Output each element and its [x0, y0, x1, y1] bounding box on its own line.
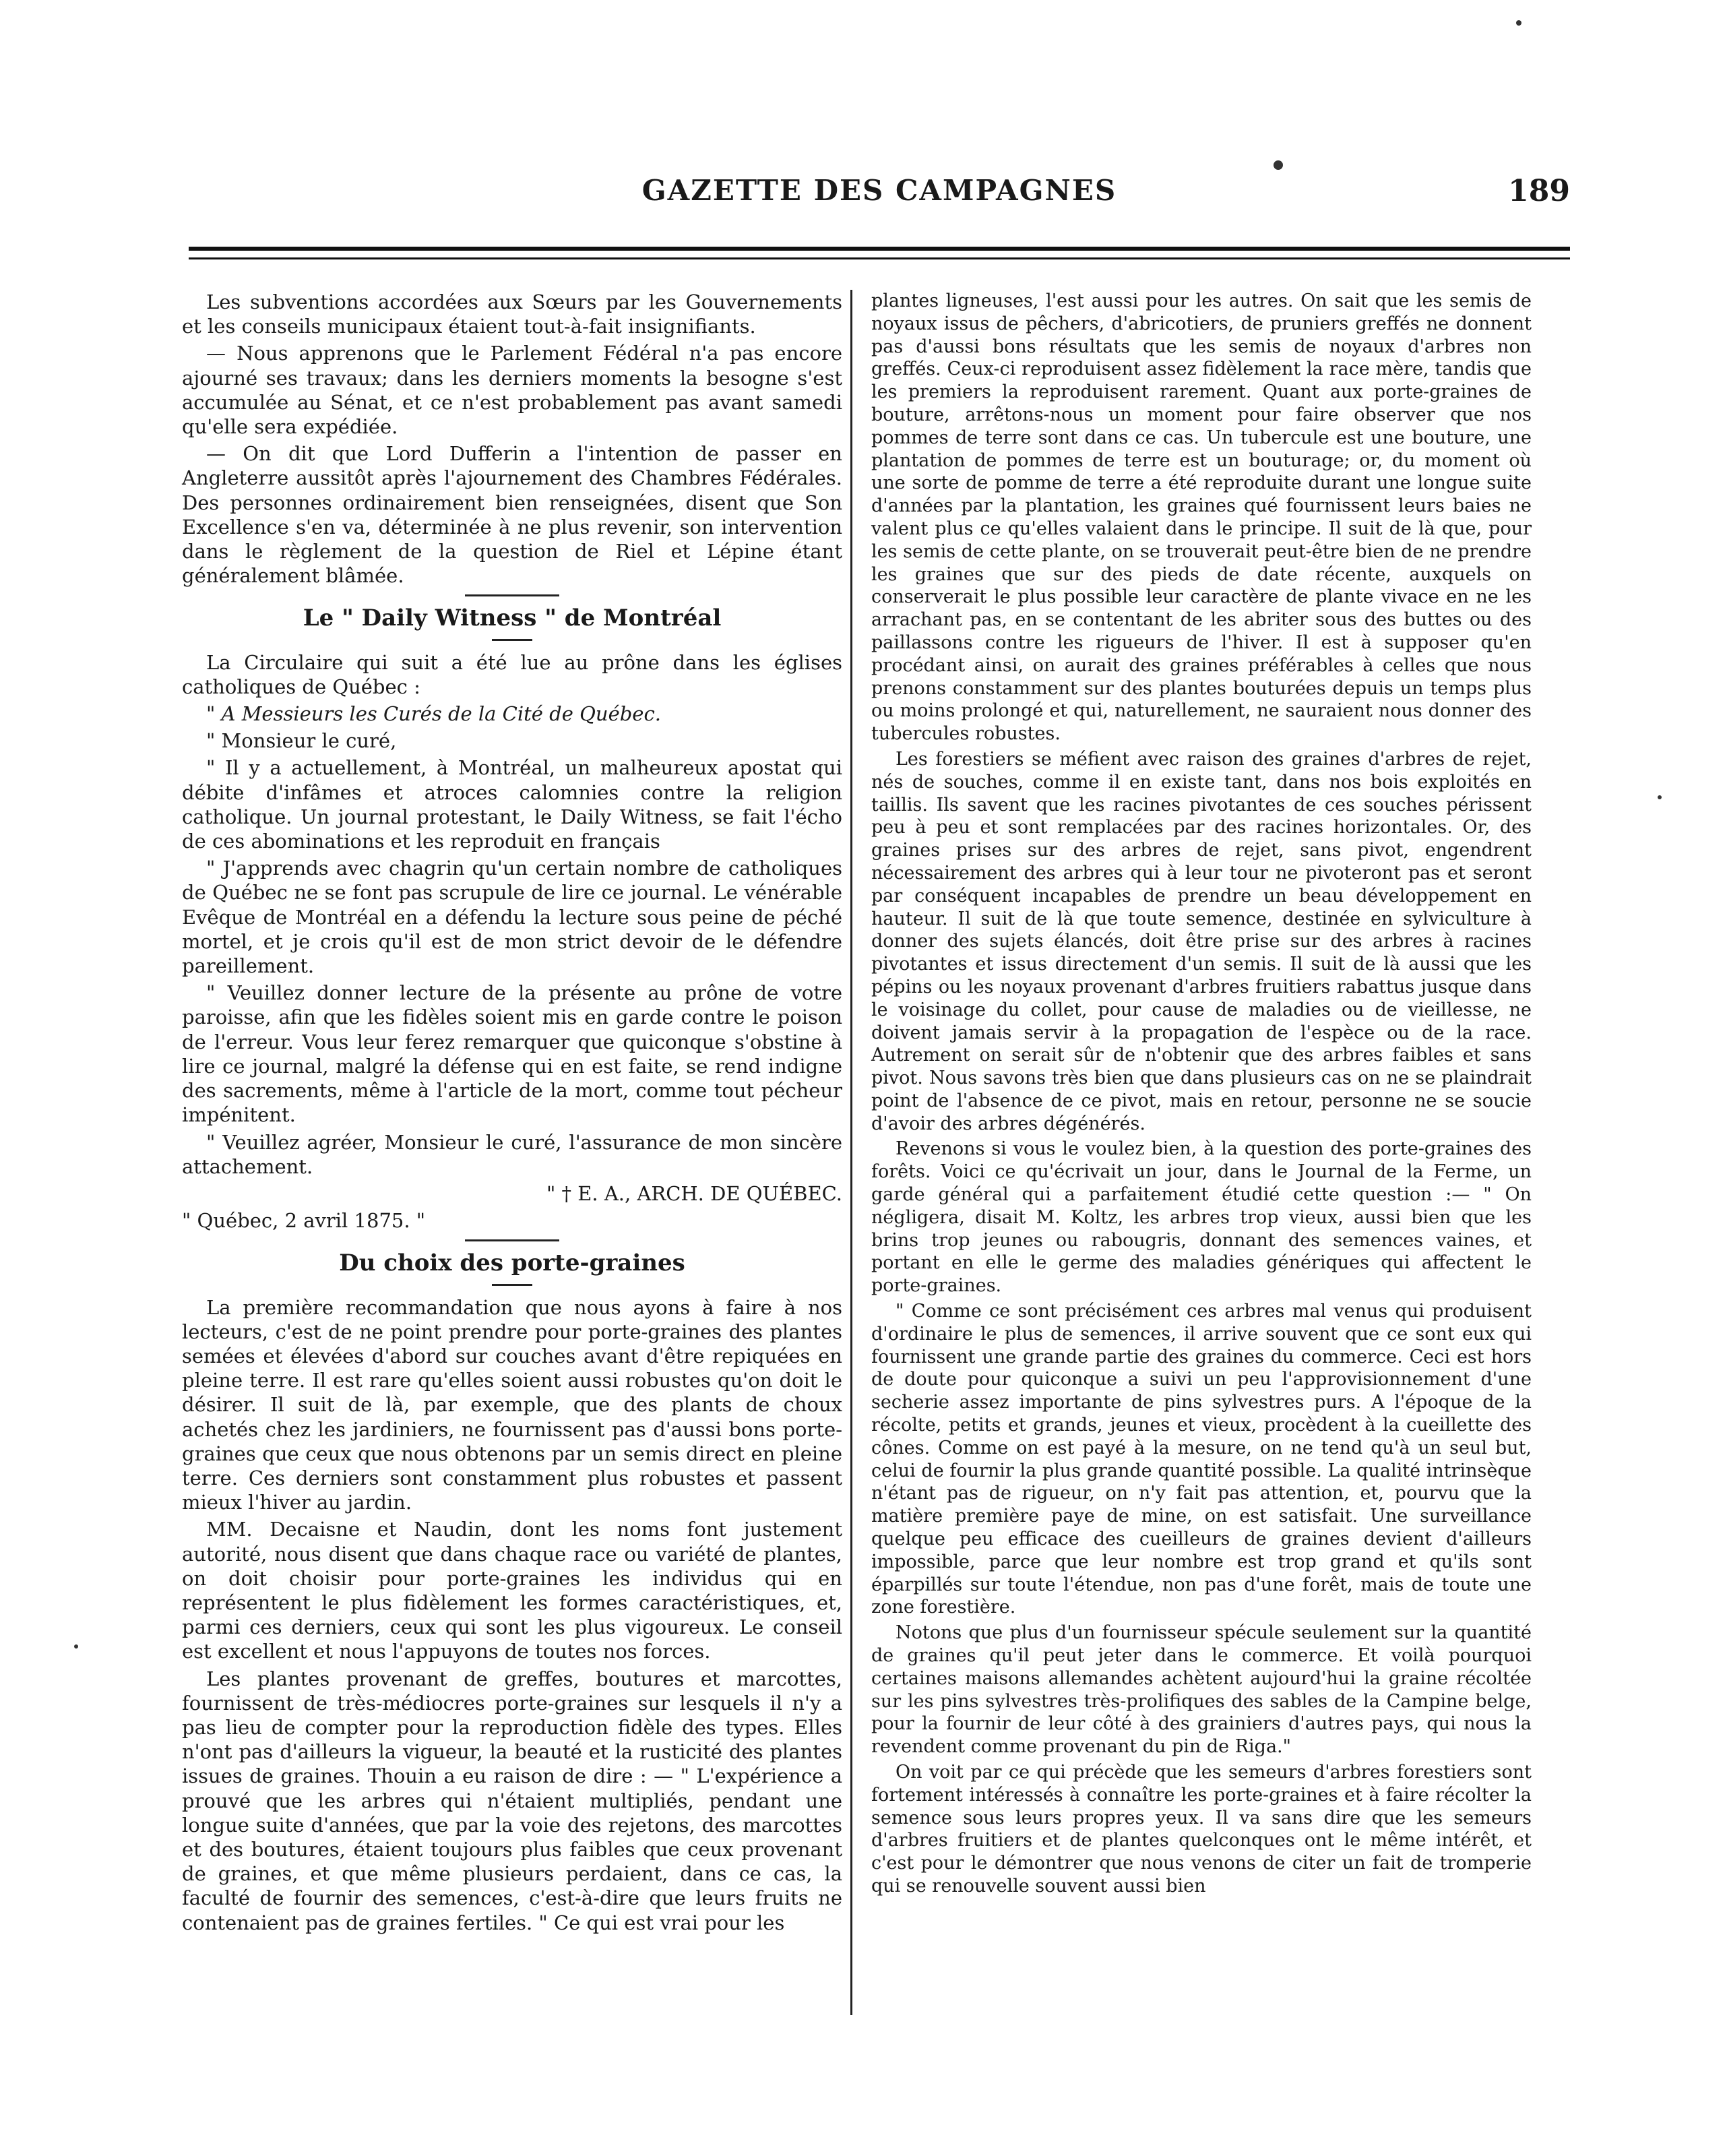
- paragraph: Les forestiers se méfient avec raison des graines d'arbres de rejet, nés de souches, comme il en existe tant, dans nos bois exploités en taillis. Ils savent que les racines pivotantes de ces souches périssent peu à peu et sont remplacées par des racines horizontales. Or, des graines prises sur des arbres de rejet, sans pivot, engendrent nécessairement des arbres qui à leur tour ne pivoteront pas et seront par conséquent incapables de prendre un beau développement en hauteur. Il suit de là que toute semence, destinée en sylviculture à donner des sujets élancés, doit être prise sur des arbres à racines pivotantes et issus directement d'un semis. Il suit de là aussi que les pépins ou les noyaux provenant d'arbres fruitiers rabattus jusque dans le voisinage du collet, pour cause de maladies ou de vieillesse, ne doivent jamais servir à la propagation de l'espèce ou de la race. Autrement on serait sûr de n'obtenir que des arbres faibles et sans pivot. Nous savons très bien que dans plusieurs cas on ne se plaindrait point de l'absence de ce pivot, mais en retour, personne ne se soucie d'avoir des arbres dégénérés.: [871, 748, 1532, 1134]
- paragraph: On voit par ce qui précède que les semeurs d'arbres forestiers sont fortement intéressés à connaître les porte-graines et à faire récolter la semence sous leurs propres yeux. Il va sans dire que les semeurs d'arbres fruitiers et de plantes quelconques ont le même intérêt, et c'est pour le démontrer que nous venons de citer un fait de tromperie qui se renouvelle souvent aussi bien: [871, 1762, 1532, 1897]
- paragraph: La première recommandation que nous ayons à faire à nos lecteurs, c'est de ne point prendre pour porte-graines des plantes semées et élevées d'abord sur couches avant d'être repiquées en pleine terre. Il est rare qu'elles soient aussi robustes qu'on doit le désirer. Il suit de là, par exemple, que des plants de choux achetés chez les jardiniers, ne fournissent pas d'aussi bons porte-graines que ceux que nous obtenons par un semis direct en pleine terre. Ces derniers sont constamment plus robustes et passent mieux l'hiver au jardin.: [182, 1295, 842, 1514]
- scan-speck: [1274, 160, 1283, 170]
- paragraph: " Comme ce sont précisément ces arbres mal venus qui produisent d'ordinaire le plus de semences, il arrive souvent que ce sont eux qui fournissent une grande partie des graines du commerce. Ceci est hors de doute pour quiconque a suivi un peu l'approvisionnement d'une secherie assez importante de pins sylvestres purs. A l'époque de la récolte, petits et grands, jeunes et vieux, procèdent à la cueillette des cônes. Comme on est payé à la mesure, on ne tend qu'à un seul but, celui de fournir la plus grande quantité possible. La qualité intrinsèque n'étant pas de rigueur, on n'y fait pas attention, et, pourvu que la matière première paye de mine, on est satisfait. Une surveillance quelque peu efficace des cueilleurs de graines devient d'ailleurs impossible, parce que leur nombre est trop grand et qu'ils sont éparpillés sur toute l'étendue, non pas d'une forêt, mais de toute une zone forestière.: [871, 1301, 1532, 1618]
- paragraph: " Veuillez agréer, Monsieur le curé, l'assurance de mon sincère attachement.: [182, 1130, 842, 1178]
- paragraph: — Nous apprenons que le Parlement Fédéral n'a pas encore ajourné ses travaux; dans les derniers moments la besogne s'est accumulée au Sénat, et ce n'est probablement pas avant samedi qu'elle sera expédiée.: [182, 342, 842, 439]
- paragraph: plantes ligneuses, l'est aussi pour les autres. On sait que les semis de noyaux issus de pêchers, d'abricotiers, de pruniers greffés ne donnent pas d'aussi bons résultats que les semis de noyaux d'arbres non greffés. Ceux-ci reproduisent assez fidèlement la race mère, tandis que les premiers la reproduisent rarement. Quant aux porte-graines de bouture, arrêtons-nous un moment pour faire observer que nos pommes de terre sont dans ce cas. Un tubercule est une bouture, une plantation de pommes de terre est un bouturage; or, du moment où une sorte de pomme de terre a été reproduite durant une longue suite d'années par la plantation, les graines qué fournissent leurs baies ne valent plus ce qu'elles valaient dans le principe. Il suit de là que, pour les semis de cette plante, on se trouverait peut-être bien de ne prendre les graines que sur des pieds de date récente, auxquels on conserverait le plus possible leur caractère de plante vivace en ne les arrachant pas, en se contentant de les abriter sous des buttes ou des paillassons contre les rigueurs de l'hiver. Il est à supposer qu'en procédant ainsi, on aurait des graines préférables à celles que nous prenons constamment sur des plantes bouturées depuis un temps plus ou moins prolongé et qui, naturellement, ne sauraient nous donner des tubercules robustes.: [871, 290, 1532, 745]
- scan-speck: [1658, 795, 1662, 799]
- paragraph: Revenons si vous le voulez bien, à la question des porte-graines des forêts. Voici ce qu'écrivait un jour, dans le Journal de la Ferme, un garde général qui a parfaitement étudié cette question :— " On négligera, disait M. Koltz, les arbres trop vieux, aussi bien que les brins trop jeunes ou rabougris, donnant des semences vaines, et portant en elle le germe des maladies génériques qui affectent le porte-graines.: [871, 1138, 1532, 1297]
- section-divider: [465, 1239, 559, 1241]
- newspaper-title: GAZETTE DES CAMPAGNES: [641, 174, 1117, 207]
- letter-address: " A Messieurs les Curés de la Cité de Québec.: [206, 702, 661, 726]
- page-number: 189: [1508, 174, 1570, 208]
- letter-signature: " † E. A., ARCH. DE QUÉBEC.: [546, 1181, 842, 1205]
- letter-date: " Québec, 2 avril 1875. ": [182, 1209, 426, 1233]
- paragraph: " J'apprends avec chagrin qu'un certain nombre de catholiques de Québec ne se font pas scrupule de lire ce journal. Le vénérable Evêque de Montréal en a défendu la lecture sous peine de péché mortel, et je crois qu'il est de mon strict devoir de le défendre pareillement.: [182, 857, 842, 978]
- column-divider: [850, 290, 852, 2015]
- paragraph: — On dit que Lord Dufferin a l'intention de passer en Angleterre aussitôt après l'ajournement des Chambres Fédérales. Des personnes ordinairement bien renseignées, disent que Son Excellence s'en va, déterminée à ne plus revenir, son intervention dans le règlement de la question de Riel et Lépine étant généralement blâmée.: [182, 442, 842, 588]
- paragraph: Notons que plus d'un fournisseur spécule seulement sur la quantité de graines qu'il peut jeter dans le commerce. Et voilà pourquoi certaines maisons allemandes achètent aujourd'hui la graine récoltée sur les pins sylvestres très-prolifiques des sables de la Campine belge, pour la fournir de leur côté à des grainiers d'autres pays, qui nous la revendent comme provenant du pin de Riga.": [871, 1622, 1532, 1758]
- section-title: Le " Daily Witness " de Montréal: [303, 605, 722, 632]
- section-divider: [465, 594, 559, 596]
- paragraph: Les plantes provenant de greffes, boutures et marcottes, fournissent de très-médiocres porte-graines sur lesquels il n'y a pas lieu de compter pour la reproduction fidèle des types. Elles n'ont pas d'ailleurs la vigueur, la beauté et la rusticité des plantes issues de graines. Thouin a eu raison de dire : — " L'expérience a prouvé que les arbres qui n'étaient multipliés, pendant une longue suite d'années, que par la voie des rejetons, des marcottes et des boutures, étaient toujours plus faibles que ceux provenant de graines, et que même plusieurs perdaient, dans ce cas, la faculté de fournir des semences, c'est-à-dire que leurs fruits ne contenaient pas de graines fertiles. " Ce qui est vrai pour les: [182, 1667, 842, 1934]
- paragraph: " Veuillez donner lecture de la présente au prône de votre paroisse, afin que les fidèles soient mis en garde contre le poison de l'erreur. Vous leur ferez remarquer que quiconque s'obstine à lire ce journal, malgré la défense qui en est faite, se rend indigne des sacrements, même à l'article de la mort, comme tout pécheur impénitent.: [182, 981, 842, 1127]
- right-column: [871, 290, 1532, 1901]
- scan-speck: [1516, 20, 1521, 26]
- section-divider: [492, 1284, 532, 1286]
- paragraph: La Circulaire qui suit a été lue au prône dans les églises catholiques de Québec :: [182, 650, 842, 698]
- page-header: [189, 174, 1570, 221]
- header-rule-thin: [189, 257, 1570, 259]
- paragraph: Les subventions accordées aux Sœurs par les Gouvernements et les conseils municipaux étaient tout-à-fait insignifiants.: [182, 290, 842, 338]
- letter-salutation: " Monsieur le curé,: [206, 729, 397, 753]
- paragraph: " Il y a actuellement, à Montréal, un malheureux apostat qui débite d'infâmes et atroces calomnies contre la religion catholique. Un journal protestant, le Daily Witness, se fait l'écho de ces abominations et les reproduit en français: [182, 756, 842, 853]
- left-column: [182, 290, 842, 1938]
- header-rule-thick: [189, 247, 1570, 251]
- section-divider: [492, 639, 532, 641]
- section-title: Du choix des porte-graines: [339, 1250, 685, 1277]
- paragraph: MM. Decaisne et Naudin, dont les noms font justement autorité, nous disent que dans chaque race ou variété de plantes, on doit choisir pour porte-graines les individus qui en représentent le plus fidèlement les formes caractéristiques, et, parmi ces derniers, ceux qui sont les plus vigoureux. Le conseil est excellent et nous l'appuyons de toutes nos forces.: [182, 1518, 842, 1663]
- scan-speck: [74, 1644, 78, 1649]
